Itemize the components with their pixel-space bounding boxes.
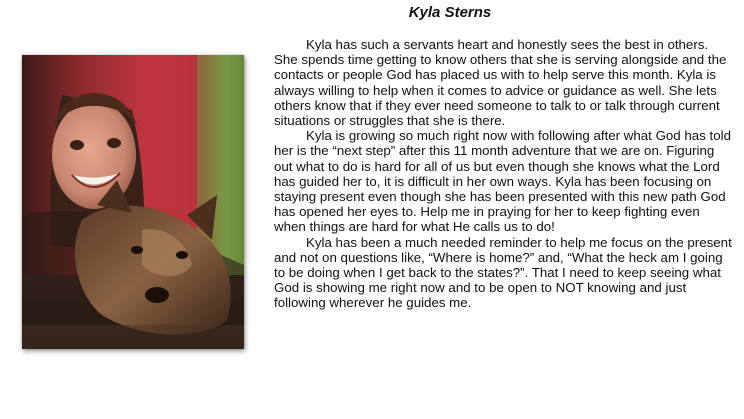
page-title: Kyla Sterns (408, 4, 492, 21)
profile-photo (22, 55, 244, 349)
paragraph-servant-heart: Kyla has such a servants heart and honestly sees the best in others. She spends time getting to know others that she is serving alongside and the contacts or people God has placed us with to help serve this month. Kyla is always willing to help when it comes to advice or guidance as well. She lets others know that if they ever need someone to talk to or talk through current situations or struggles that she is there. (274, 37, 727, 129)
article-body (274, 37, 734, 311)
paragraph-next-step: Kyla is growing so much right now with following after what God has told her is the “next step” after this 11 month adventure that we are on. Figuring out what to do is hard for all of us but even though she knows what the Lord has guided her to, it is difficult in her own ways. Kyla has been focusing on staying present even though she has been presented with this new path God has opened her eyes to. Help me in praying for her to keep fighting even when things are hard for what He calls us to do! (274, 128, 731, 235)
photo-frame (22, 55, 244, 349)
paragraph-reminder: Kyla has been a much needed reminder to help me focus on the present and not on questions like, “Where is home?” and, “What the heck am I going to be doing when I get back to the states?”. That I need to keep seeing what God is showing me right now and to be open to NOT knowing and just following wherever he guides me. (274, 234, 732, 311)
